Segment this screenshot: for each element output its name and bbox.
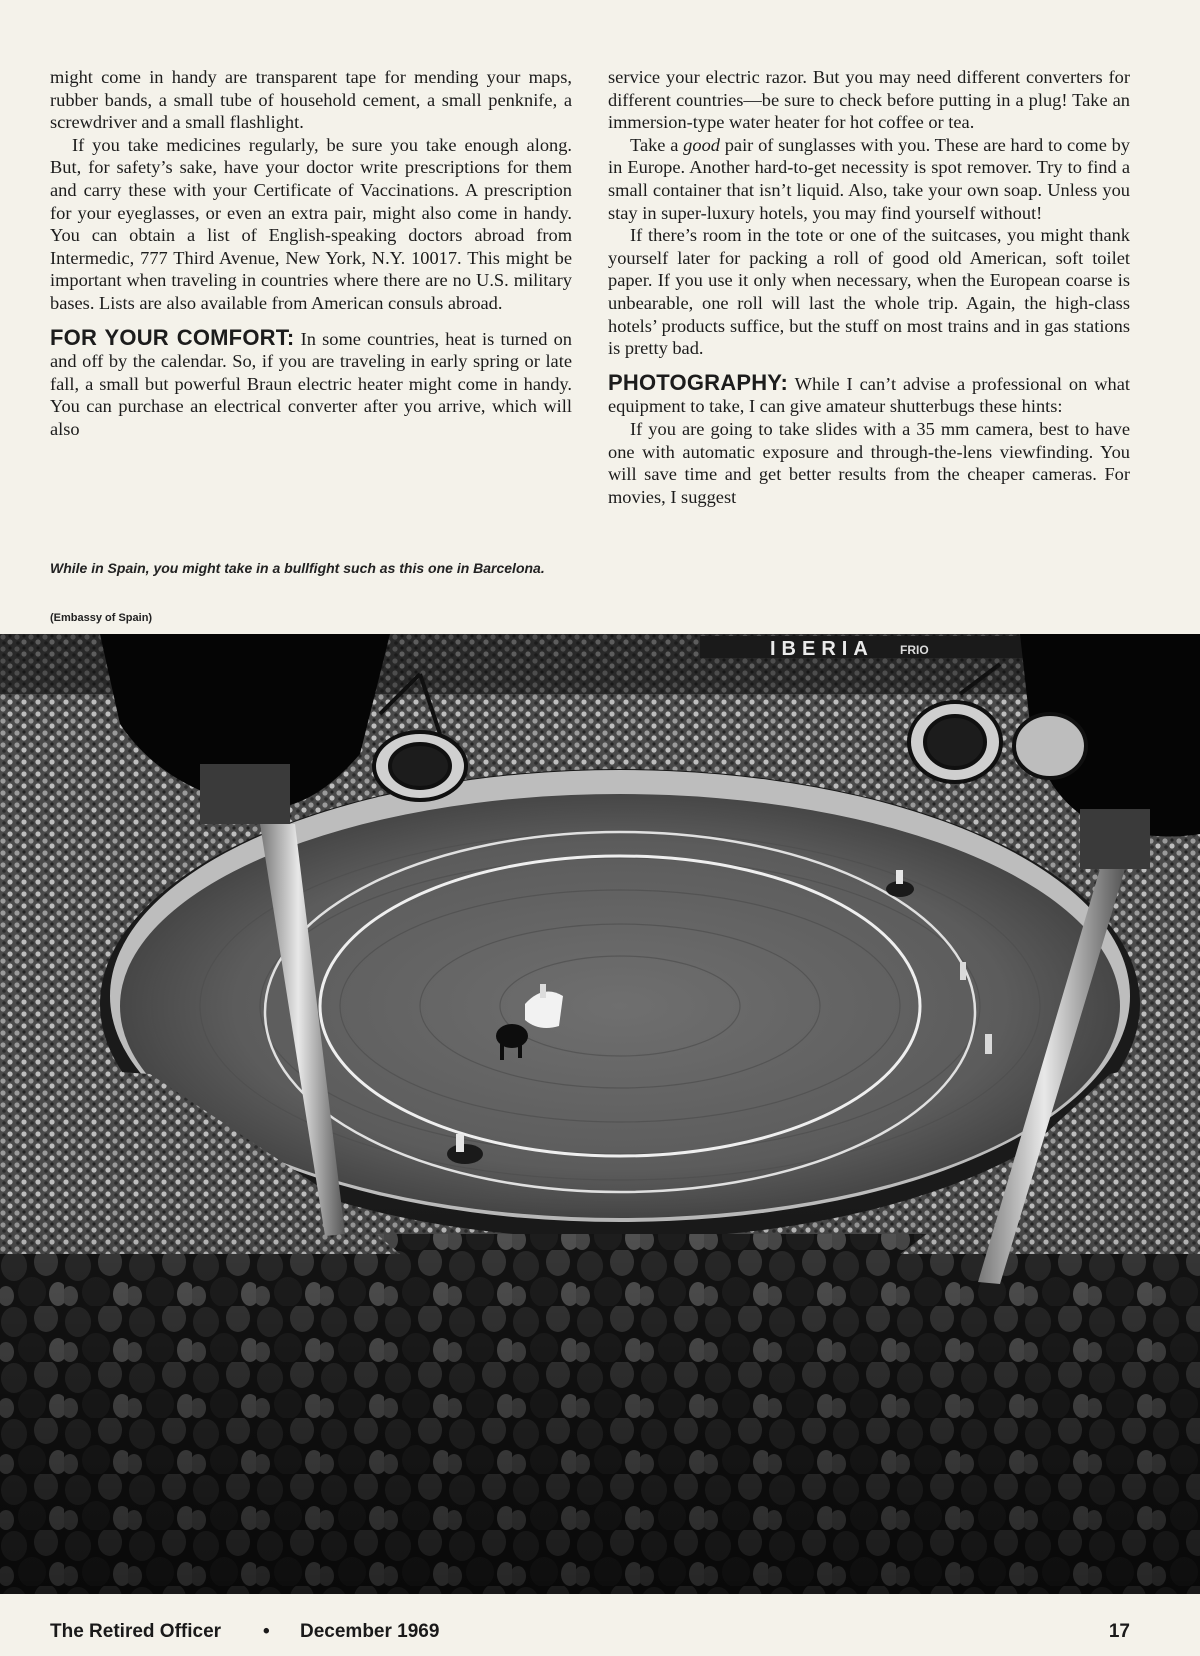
darken <box>0 1194 1200 1594</box>
footer-separator: • <box>263 1621 270 1642</box>
section-heading: FOR YOUR COMFORT: <box>50 324 295 350</box>
emphasis: good <box>683 134 720 155</box>
text-run: Take a <box>630 134 684 155</box>
page-number: 17 <box>1108 1621 1130 1642</box>
paragraph: If you take medicines regularly, be sure you take enough along. But, for safety’s sake, have your doctor write prescriptions for them and carry these with your Certificate of Vaccinations. A prescription for your eyeglasses, or even an extra pair, might also come in handy. You can obtain a list of English-speaking doctors abroad from Intermedic, 777 Third Avenue, New York, N.Y. 10017. This might be important when traveling in countries where there are no U.S. military bases. Lists are also available from American consuls abroad. <box>50 134 572 313</box>
section-text: In some countries, heat is turned on and off by the calendar. So, if you are traveling in early spring or late fall, a small but powerful Braun electric heater might come in handy. You can purchase an electrical converter after you arrive, which will also <box>50 328 572 439</box>
sign-small: FRIO <box>900 643 929 657</box>
section-text: While I can’t advise a professional on what equipment to take, I can give amateur shutterbugs these hints: <box>608 373 1130 417</box>
right-column <box>608 66 1130 508</box>
page-footer <box>50 1621 1130 1645</box>
photo-credit: (Embassy of Spain) <box>50 612 153 624</box>
text-run: pair of sunglasses with you. These are hard to come by in Europe. Another hard-to-get necessity is spot remover. Try to find a small container that isn’t liquid. Also, take your own soap. Unless you stay in super-luxury hotels, you may find yourself without! <box>608 134 1131 223</box>
issue-date: December 1969 <box>300 1621 440 1642</box>
paragraph: If there’s room in the tote or one of the suitcases, you might thank yourself later for packing a roll of good old American, soft toilet paper. If you use it only when necessary, when the European coarse is unbearable, one roll will last the whole trip. Again, the high-class hotels’ products suffice, but the stuff on most trains and in gas stations is pretty bad. <box>608 225 1130 359</box>
paragraph <box>608 134 1130 224</box>
bullring-photo <box>0 634 1200 1594</box>
comfort-section <box>50 324 572 441</box>
photography-section <box>608 369 1130 418</box>
paragraph: If you are going to take slides with a 35 mm camera, best to have one with automatic exposure and through-the-lens viewfinding. You will save time and get better results from the cheaper cameras. For movies, I suggest <box>608 418 1130 507</box>
publication-name: The Retired Officer <box>50 1621 222 1642</box>
sign-text: IBERIA <box>770 638 874 660</box>
left-column <box>50 66 572 441</box>
paragraph: might come in handy are transparent tape for mending your maps, rubber bands, a small tube of household cement, a small penknife, a screwdriver and a small flashlight. <box>50 67 572 133</box>
photo-caption: While in Spain, you might take in a bullfight such as this one in Barcelona. <box>50 560 545 576</box>
section-heading: PHOTOGRAPHY: <box>608 369 789 395</box>
paragraph: service your electric razor. But you may need different converters for different countries—be sure to check before putting in a plug! Take an immersion-type water heater for hot coffee or tea. <box>608 67 1130 133</box>
